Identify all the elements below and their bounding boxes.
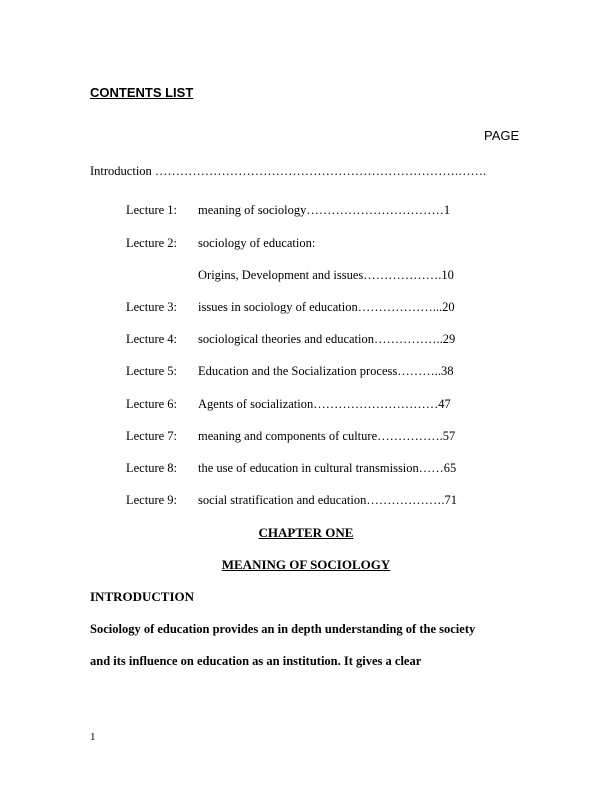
toc-lecture-title-continuation: Origins, Development and issues……………….10 — [198, 268, 454, 282]
toc-lecture-title: meaning of sociology……………………………1 — [198, 203, 451, 217]
toc-lecture-label: Lecture 9: — [126, 493, 178, 507]
body-paragraph-line: and its influence on education as an institution. It gives a clear — [90, 654, 422, 668]
toc-lecture-label: Lecture 7: — [126, 429, 178, 443]
toc-lecture-label: Lecture 2: — [126, 236, 178, 250]
toc-lecture-label: Lecture 4: — [126, 332, 178, 346]
toc-lecture-title: social stratification and education……………….71 — [198, 493, 457, 507]
chapter-number: CHAPTER ONE — [258, 525, 354, 540]
toc-lecture-label: Lecture 5: — [126, 364, 178, 378]
toc-lecture-title: meaning and components of culture…………….57 — [198, 429, 456, 443]
contents-title: CONTENTS LIST — [90, 85, 194, 100]
toc-lecture-label: Lecture 6: — [126, 397, 178, 411]
page-column-label: PAGE — [484, 128, 520, 143]
section-heading: INTRODUCTION — [90, 589, 195, 604]
toc-lecture-title: the use of education in cultural transmission……65 — [198, 461, 457, 475]
toc-lecture-title: sociological theories and education……………..29 — [198, 332, 456, 346]
toc-lecture-label: Lecture 1: — [126, 203, 178, 217]
chapter-title: MEANING OF SOCIOLOGY — [221, 557, 391, 572]
toc-lecture-title: issues in sociology of education………………...20 — [198, 300, 455, 314]
toc-lecture-title: sociology of education: — [198, 236, 316, 250]
toc-lecture-label: Lecture 8: — [126, 461, 178, 475]
body-paragraph-line: Sociology of education provides an in depth understanding of the society — [90, 622, 476, 636]
toc-lecture-label: Lecture 3: — [126, 300, 178, 314]
toc-lecture-title: Agents of socialization…………………………47 — [198, 397, 451, 411]
page-number: 1 — [90, 731, 96, 743]
toc-introduction-entry: Introduction ……………………………………………………………….……. — [90, 164, 487, 178]
toc-lecture-title: Education and the Socialization process………..38 — [198, 364, 454, 378]
